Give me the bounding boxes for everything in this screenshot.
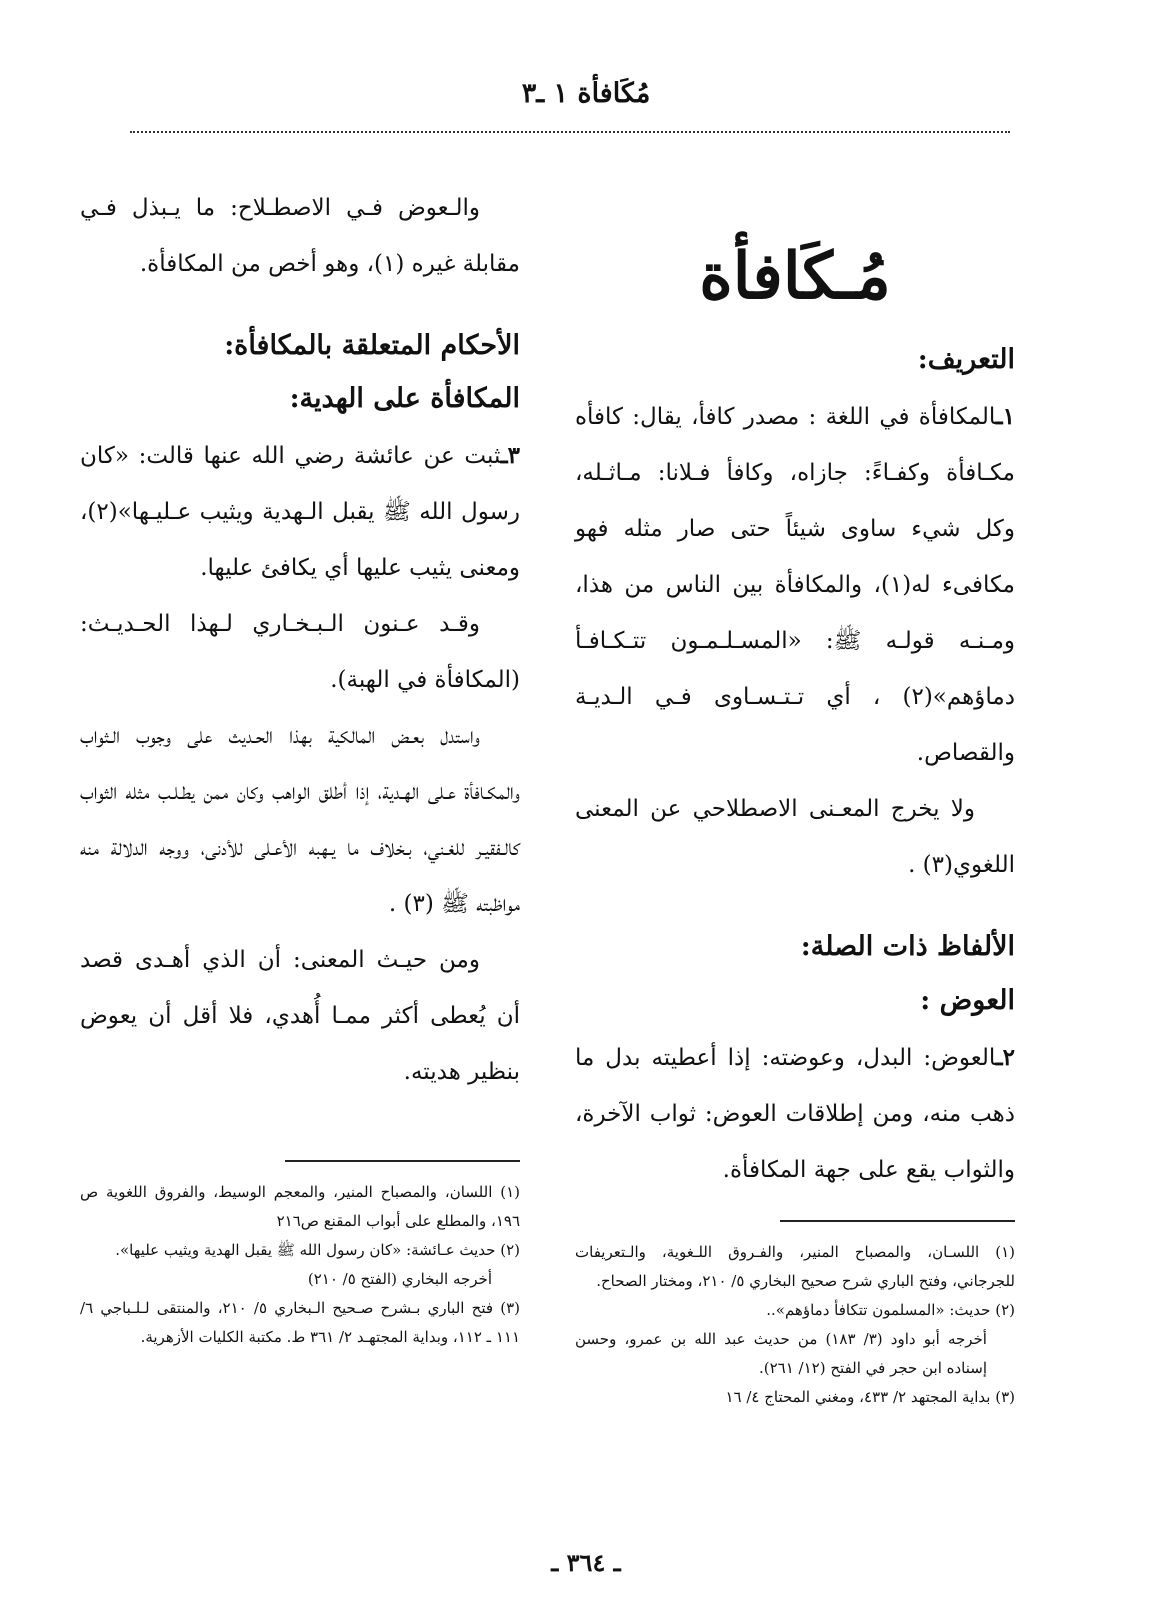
paragraph-text: المكافأة في اللغة : مصدر كافأ، يقال: كافأه مكـافأة وكفـاءً: جازاه، وكافأ فـلانا: مـاثـله، وكل شيء ساوى شيئاً حتى صار مثله فهو مكافىء له(١)، والمكافأة بين الناس من هذا، ومـنـه قولـه ﷺ: «المسـلـمـون تتـكـافـأ دماؤهم»(٢) ، أي تـتـسـاوى فـي الـديـة والقصاص.	[575, 404, 1015, 767]
paragraph-maliki: واستدل بعـض المالكية بهذا الحـديث على وجوب الـثواب والمكـافأة عـلى الهـدية، إذا أطلق الواهب وكان ممن يطـلـب مثله الثواب كالـفقيـر للغـني، بـخلاف ما يـهبه الأعـلى للأدنى، ووجه الدلالة منه مواظبته ﷺ (٣) .	[80, 723, 520, 918]
header-divider	[130, 131, 1010, 133]
paragraph-bukhari: وقـد عـنون الـبـخـاري لـهذا الحـديـث: (المكافأة في الهبة).	[80, 611, 520, 694]
footnote-2: (٢) حديث عـائشة: «كان رسول الله ﷺ يقبل الهدية ويثيب عليها».	[115, 1241, 520, 1260]
paragraph-meaning: ومن حيـث المعنى: أن الذي أهـدى قصد أن يُعطى أكثر ممـا أُهدي، فلا أقل أن يعوض بنظير هديته.	[80, 947, 520, 1086]
left-column	[80, 180, 520, 1352]
footnote-2-source: أخرجه أبو داود (٣/ ١٨٣) من حديث عبد الله بن عمرو، وحسن إسناده ابن حجر في الفتح (١٢/ ٢٦١).	[575, 1329, 987, 1377]
paragraph-3	[575, 1030, 1015, 1198]
paragraph-number: ٣ـ	[500, 442, 520, 470]
footnote-1: (١) اللسـان، والمصباح المنير، والفـروق اللـغوية، والـتعريفات للجرجاني، وفتح الباري شرح صحيح البخاري ٥/ ٢١٠، ومختار الصحاح.	[575, 1242, 1015, 1290]
heading-gift: المكافأة على الهدية:	[289, 383, 520, 415]
footnote-2: (٢) حديث: «المسلمون تتكافأ دماؤهم»..	[766, 1300, 1015, 1319]
heading-related-terms: الألفاظ ذات الصلة:	[800, 931, 1015, 963]
footnote-3: (٣) بداية المجتهد ٢/ ٤٣٣، ومغني المحتاج ٤/ ١٦	[725, 1387, 1015, 1406]
paragraph-number: ٢ـ	[995, 1043, 1015, 1071]
footnote-divider	[780, 1220, 1015, 1222]
paragraph-text: ثبت عن عائشة رضي الله عنها قالت: «كان رسول الله ﷺ يقبل الـهدية ويثيب عـليـها»(٢)، ومعنى يثيب عليها أي يكافئ عليها.	[80, 443, 520, 582]
running-header: مُكَافأة ١ ـ٣	[521, 78, 651, 109]
paragraph-hadith	[80, 428, 520, 596]
paragraph-text: العوض: البدل، وعوضته: إذا أعطيته بدل ما ذهب منه، ومن إطلاقات العوض: ثواب الآخرة، والثواب يقع على جهة المكافأة.	[575, 1044, 1015, 1183]
footnote-1: (١) اللسان، والمصباح المنير، والمعجم الوسيط، والفروق اللغوية ص ١٩٦، والمطلع على أبواب المقنع ص٢١٦	[80, 1183, 520, 1231]
heading-awad: العوض :	[920, 984, 1015, 1016]
heading-rulings: الأحكام المتعلقة بالمكافأة:	[224, 330, 520, 361]
paragraph-awad-term: والـعوض فـي الاصطـلاح: ما يـبذل فـي مقابلة غيره (١)، وهو أخص من المكافأة.	[80, 195, 520, 277]
paragraph-1	[575, 389, 1015, 781]
footnote-2-source: أخرجه البخاري (الفتح ٥/ ٢١٠)	[307, 1270, 492, 1289]
heading-definition: التعريف:	[917, 344, 1015, 376]
page-number: ـ ٣٦٤ ـ	[551, 1548, 621, 1577]
right-column	[575, 165, 1015, 1412]
paragraph-number: ١ـ	[995, 403, 1015, 431]
entry-title: مُـكَافأة	[699, 239, 891, 314]
paragraph-2: ولا يخرج المعـنى الاصطلاحي عن المعنى اللغوي(٣) .	[575, 796, 1015, 879]
footnote-divider	[285, 1160, 520, 1162]
footnote-3: (٣) فتح الباري بـشرح صـحيح الـبخاري ٥/ ٢١٠، والمنتقى لـلـباجي ٦/ ١١١ ـ ١١٢، وبداية المجتهـد ٢/ ٣٦١ ط. مكتبة الكليات الأزهرية.	[80, 1299, 520, 1347]
